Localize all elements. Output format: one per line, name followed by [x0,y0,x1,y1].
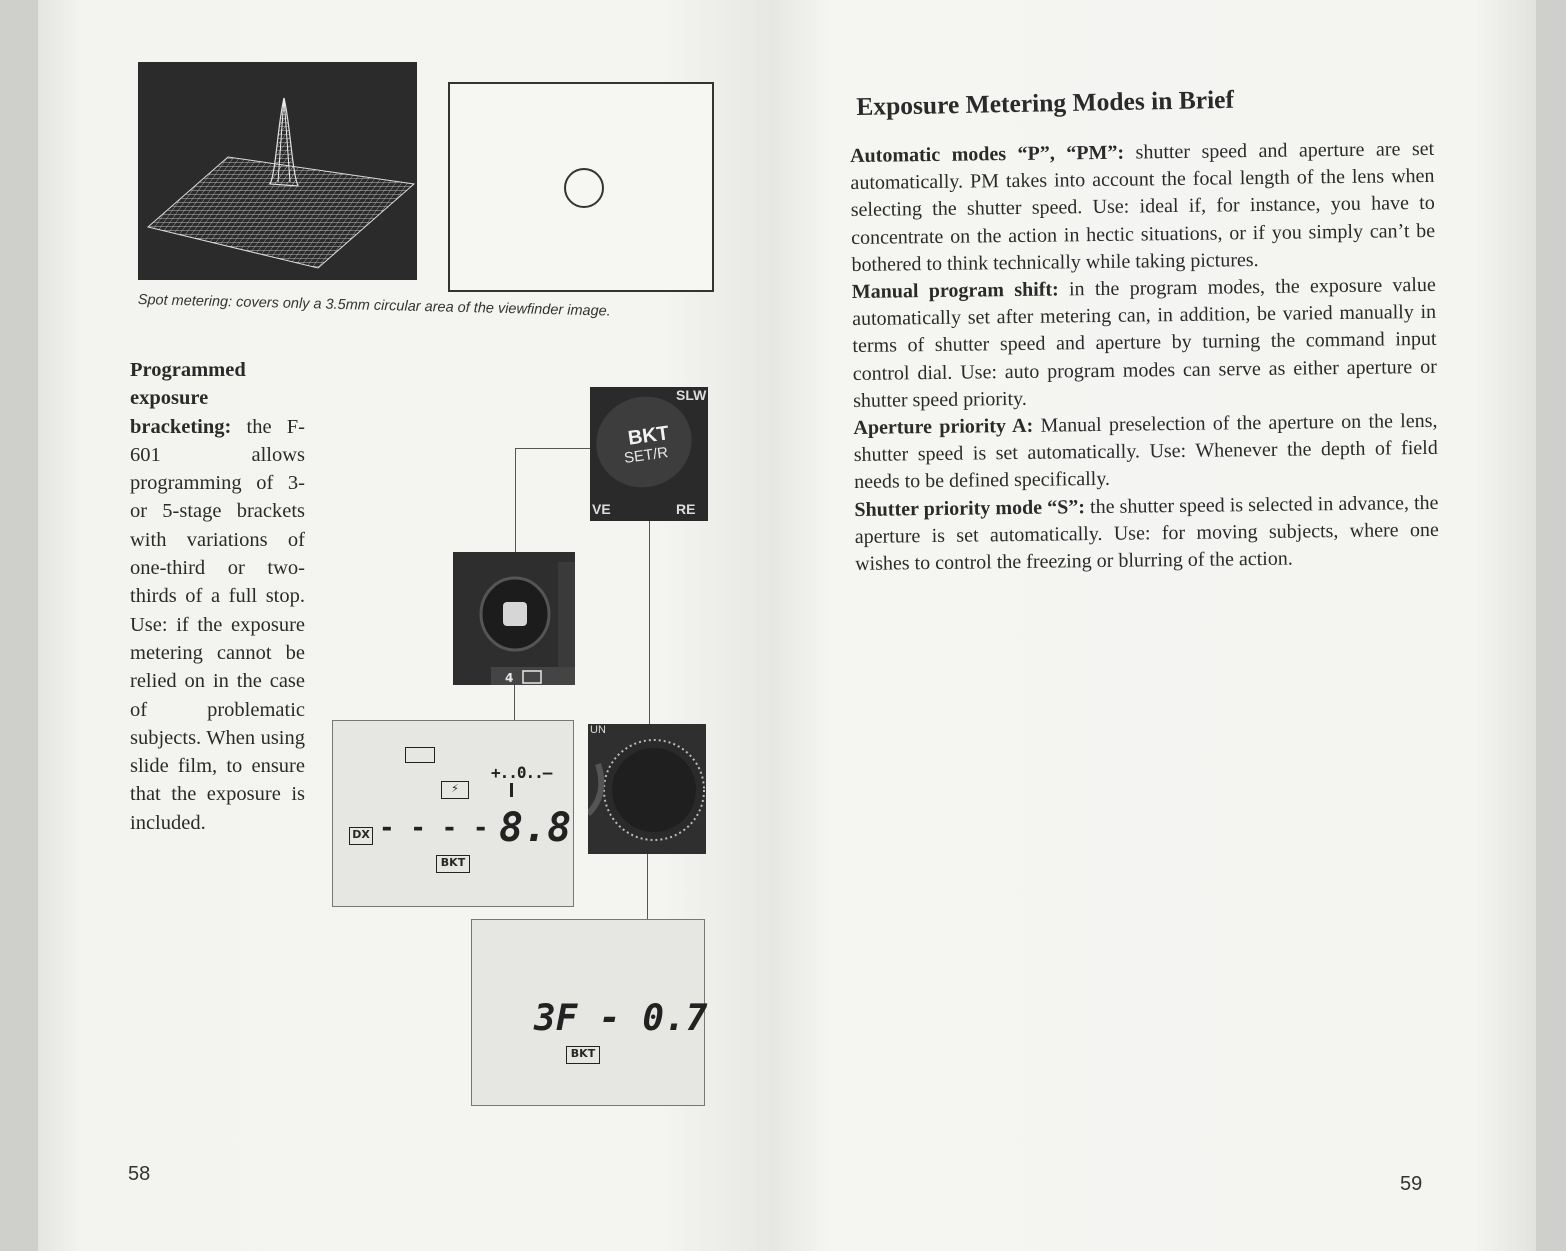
section-aperture-priority [853,408,1438,497]
viewfinder-diagram [448,82,714,292]
spot-circle [564,168,604,208]
connector-line [647,854,648,919]
right-page [770,0,1536,1251]
bracketing-heading: Programmed exposure bracketing: [130,359,246,438]
connector-line [514,685,515,720]
section-heading: Manual program shift: [851,278,1059,304]
section-automatic-modes [850,136,1436,279]
left-page [38,0,770,1251]
section-text: Manual preselection of the aperture on the lens, shutter speed is set automatically. Use: Whenever the depth of field needs to be defined specifically. [853,409,1438,494]
re-label: RE [676,501,696,517]
bracket-setting-display: 3F - 0.7 [534,998,708,1039]
page-number: 58 [128,1163,151,1185]
scale-marker [510,783,513,797]
portrait-mode-icon [405,747,435,763]
section-text: in the program modes, the exposure value automatically set after metering can, in addition, be varied manually in terms of shutter speed and aperture by turning the command input control dial. Use: auto program modes can serve as either aperture or shutter speed priority. [852,273,1437,412]
connector-line [515,448,590,449]
bracketing-paragraph [130,356,305,837]
dial-label: UN [590,724,606,736]
metering-modes-text [850,136,1439,578]
bracketing-text: the F-601 allows programming of 3- or 5-stage brackets with variations of one-third or two-thirds of a full stop. Use: if the exposure metering cannot be relied on in the case of problematic subjects. When using slide film, to ensure that the exposure is included. [130,415,305,834]
figure-caption: Spot metering: covers only a 3.5mm circular area of the viewfinder image. [137,292,611,320]
section-heading: Shutter priority mode “S”: [854,495,1086,521]
flash-compensation-icon: ⚡ [441,781,469,799]
bkt-indicator-icon: BKT [566,1046,600,1064]
ve-label: VE [592,501,611,517]
section-text: shutter speed and aperture are set automatically. PM takes into account the focal length of the lens when selecting the shutter speed. Use: ideal if, for instance, you have to concentrate on the action in hectic situations, or if you simply can’t be bothered to think technically while taking pictures. [850,137,1436,276]
svg-text:4: 4 [505,671,514,685]
bkt-indicator-icon: BKT [436,855,470,873]
page-number: 59 [1400,1173,1423,1195]
bkt-label: BKT [626,422,671,450]
section-shutter-priority [854,489,1439,578]
spot-metering-graph [138,62,417,280]
bkt-button-photo [590,387,708,521]
dashes-display: - - - - [379,813,489,843]
slw-label: SLW [676,387,707,403]
section-program-shift [852,272,1438,415]
bracket-value-display: 8.8 [499,805,572,851]
lcd-panel-bracket-setting [471,919,708,1106]
connector-line [515,448,516,552]
set-r-label: SET/R [623,444,670,467]
command-dial-photo [588,724,706,854]
connector-line [649,521,650,724]
section-heading: Automatic modes “P”, “PM”: [850,141,1125,167]
page-title: Exposure Metering Modes in Brief [856,84,1235,121]
section-text: the shutter speed is selected in advance, the aperture is set automatically. Use: for moving subjects, where one wishes to control the freezing or blurring of the action. [854,491,1439,576]
exposure-scale: +..0..– [491,763,552,782]
dx-icon: DX [349,827,373,845]
lcd-panel-bracketing [332,720,574,907]
camera-button-photo [453,552,575,685]
section-heading: Aperture priority A: [853,414,1034,440]
